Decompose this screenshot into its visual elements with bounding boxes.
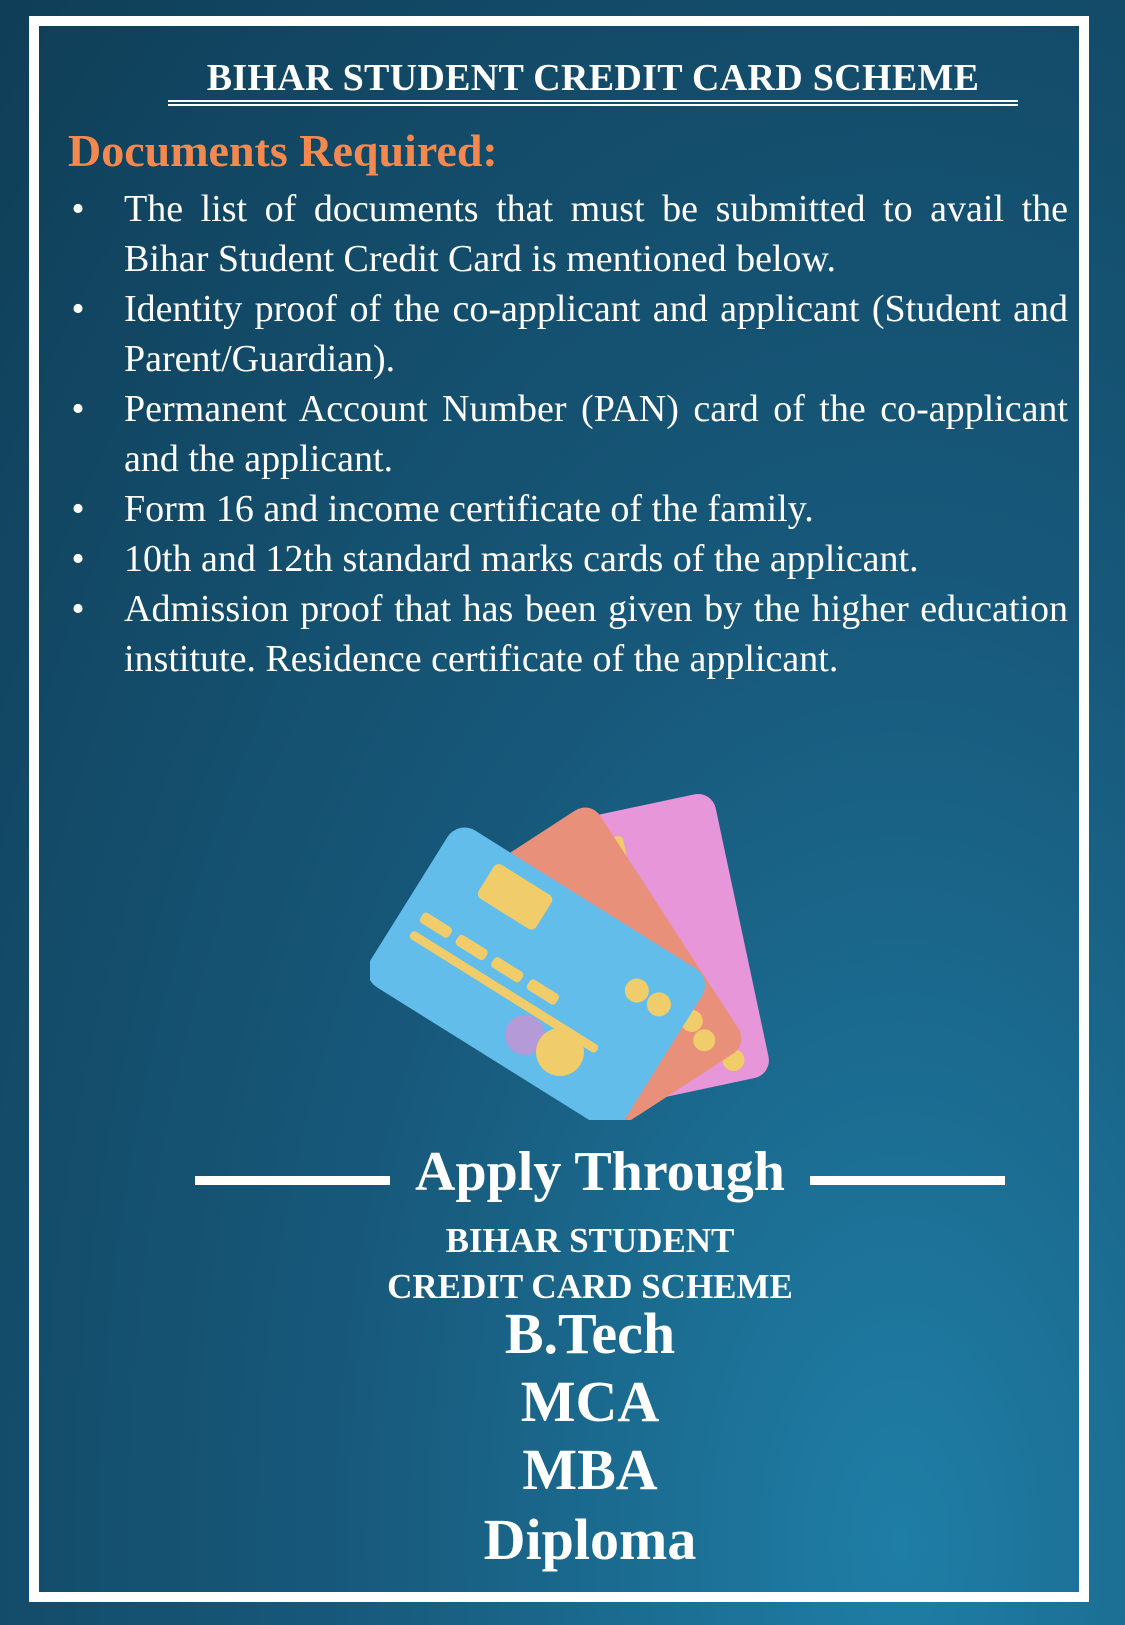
bullet-icon: • xyxy=(71,388,85,430)
list-item xyxy=(68,584,1068,684)
course-mca: MCA xyxy=(520,1369,660,1434)
scheme-name xyxy=(300,1218,880,1310)
apply-through-row xyxy=(195,1140,1005,1210)
list-item xyxy=(68,184,1068,284)
title-underline xyxy=(168,100,1018,106)
list-item xyxy=(68,484,1068,534)
bullet-icon: • xyxy=(71,488,85,530)
apply-heading: Apply Through xyxy=(415,1141,785,1203)
bullet-icon: • xyxy=(71,538,85,580)
bullet-icon: • xyxy=(71,288,85,330)
page-title: BIHAR STUDENT CREDIT CARD SCHEME xyxy=(206,57,980,99)
list-item xyxy=(68,284,1068,384)
list-item-text: The list of documents that must be submitted to avail the Bihar Student Credit Card is mentioned below. xyxy=(124,188,1068,280)
scheme-line-1: BIHAR STUDENT xyxy=(445,1221,735,1260)
documents-heading: Documents Required: xyxy=(68,125,498,176)
bullet-icon: • xyxy=(71,188,85,230)
list-item-text: Form 16 and income certificate of the family. xyxy=(124,488,814,530)
list-item xyxy=(68,384,1068,484)
credit-cards-icon xyxy=(370,790,770,1120)
bullet-icon: • xyxy=(71,588,85,630)
list-item-text: 10th and 12th standard marks cards of the applicant. xyxy=(124,538,919,580)
course-mba: MBA xyxy=(522,1437,658,1502)
list-item-text: Identity proof of the co-applicant and applicant (Student and Parent/Guardian). xyxy=(124,288,1068,380)
list-item-text: Permanent Account Number (PAN) card of the co-applicant and the applicant. xyxy=(124,388,1068,480)
divider-right xyxy=(810,1176,1005,1185)
list-item-text: Admission proof that has been given by the higher education institute. Residence certificate of the applicant. xyxy=(124,588,1068,680)
documents-list xyxy=(68,184,1068,684)
course-diploma: Diploma xyxy=(483,1507,697,1572)
course-btech: B.Tech xyxy=(504,1301,676,1366)
list-item xyxy=(68,534,1068,584)
scheme-line-2: CREDIT CARD SCHEME xyxy=(387,1267,793,1306)
